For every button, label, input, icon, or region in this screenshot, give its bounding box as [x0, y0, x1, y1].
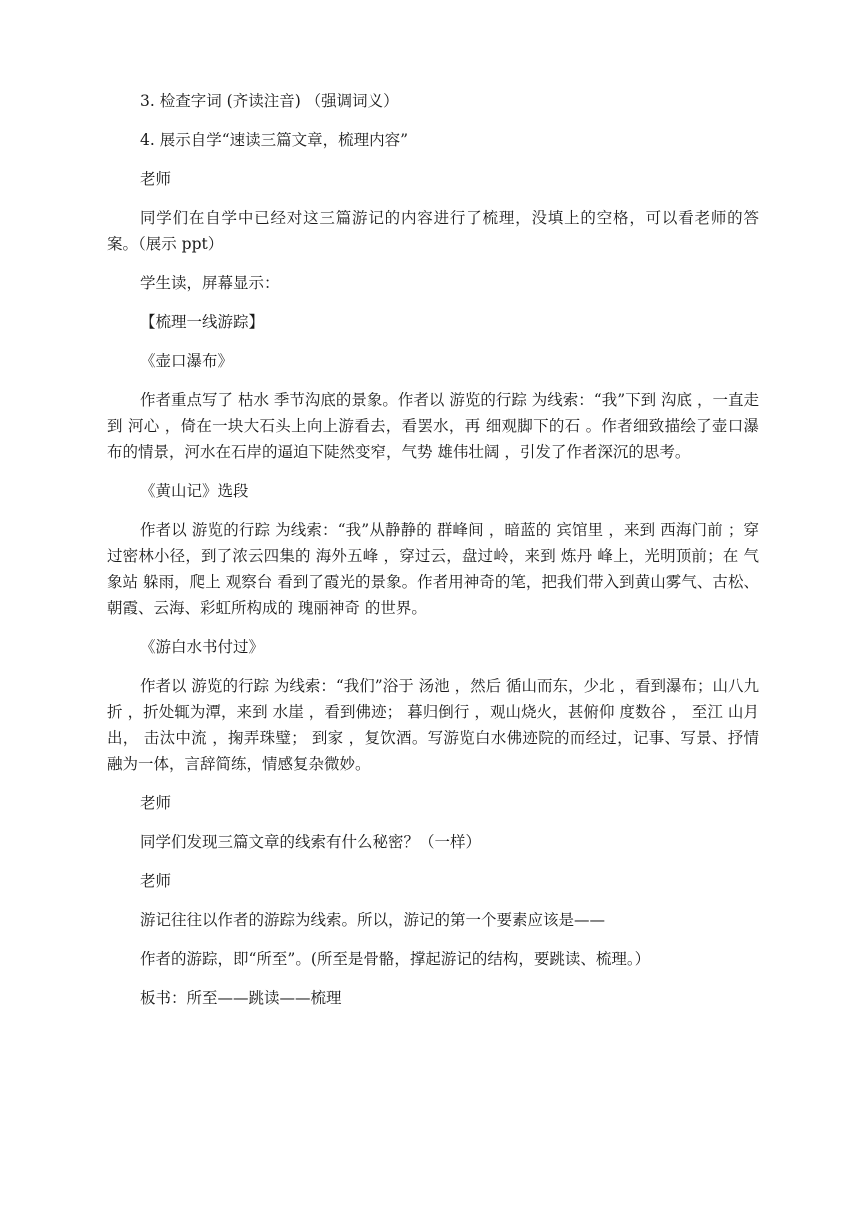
paragraph-baishui-summary: 作者以 游览的行踪 为线索：“我们”浴于 汤池 ，然后 循山而东，少北 ，看到瀑布；山八九折 ，折处辄为潭，来到 水崖 ，看到佛迹； 暮归倒行 ，观山烧火，甚俯仰 度数谷 ， 至江 山月出， 击汰中流 ，掬弄珠璧； 到家 ，复饮酒。写游览白水佛迹院的而经过，记事、写景、抒情融为一体，言辞简练，情感复杂微妙。 — [107, 677, 759, 773]
paragraph-teacher-intro: 同学们在自学中已经对这三篇游记的内容进行了梳理，没填上的空格，可以看老师的答案。（展示 ppt） — [107, 209, 759, 253]
speaker-teacher: 老师 — [140, 794, 172, 812]
paragraph-show-self-study: 4. 展示自学“速读三篇文章，梳理内容” — [140, 131, 409, 149]
speaker-teacher: 老师 — [140, 170, 172, 188]
paragraph-huangshan-summary: 作者以 游览的行踪 为线索：“我”从静静的 群峰间 ，暗蓝的 宾馆里 ，来到 西海门前 ；穿过密林小径，到了浓云四集的 海外五峰 ，穿过云，盘过岭，来到 炼丹 峰上，光明顶前；在 气象站 躲雨，爬上 观察台 看到了霞光的景象。作者用神奇的笔，把我们带入到黄山雾气、古松、朝霞、云海、彩虹所构成的 瑰丽神奇 的世界。 — [107, 521, 759, 617]
paragraph-check-words: 3. 检查字词 (齐读注音) （强调词义） — [140, 92, 399, 110]
paragraph-suozhi: 作者的游踪，即“所至”。(所至是骨骼，撑起游记的结构，要跳读、梳理。） — [140, 950, 651, 968]
article-title-baishui: 《游白水书付过》 — [140, 638, 265, 656]
section-heading: 【梳理一线游踪】 — [140, 313, 265, 331]
article-title-huangshan: 《黄山记》选段 — [140, 482, 249, 500]
paragraph-travel-clue: 游记往往以作者的游踪为线索。所以，游记的第一个要素应该是—— — [140, 911, 606, 929]
speaker-teacher: 老师 — [140, 872, 172, 890]
paragraph-hukou-summary: 作者重点写了 枯水 季节沟底的景象。作者以 游览的行踪 为线索：“我”下到 沟底 ，一直走到 河心 ，倚在一块大石头上向上游看去，看罢水，再 细观脚下的石 。作者细致描绘了壶口瀑布的情景，河水在石岸的逼迫下陡然变窄，气势 雄伟壮阔 ，引发了作者深沉的思考。 — [107, 391, 759, 461]
paragraph-students-read: 学生读，屏幕显示： — [140, 274, 280, 292]
paragraph-question: 同学们发现三篇文章的线索有什么秘密？（一样） — [140, 833, 482, 851]
article-title-hukou: 《壶口瀑布》 — [140, 352, 234, 370]
paragraph-blackboard: 板书：所至——跳读——梳理 — [140, 989, 342, 1007]
document-body — [107, 88, 759, 1011]
